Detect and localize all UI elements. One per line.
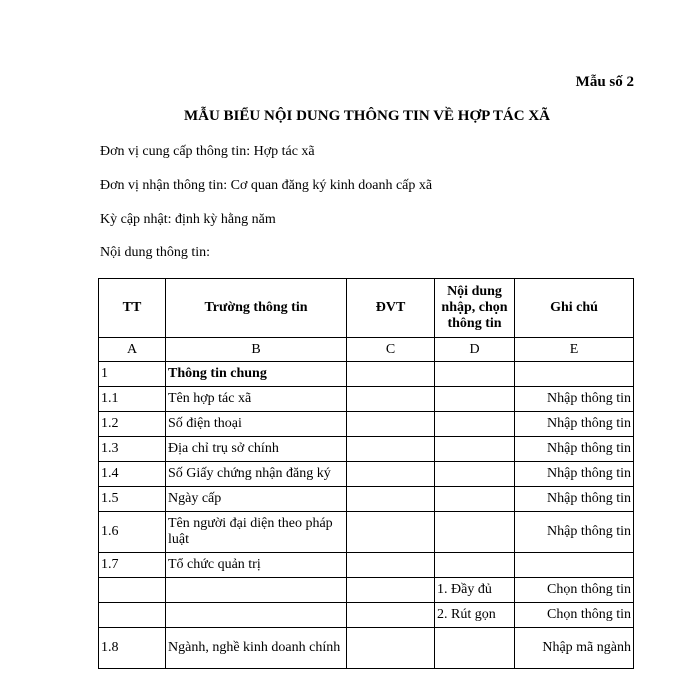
row-unit: [347, 412, 435, 437]
row-field: Số Giấy chứng nhận đăng ký: [166, 462, 347, 487]
header-note: Ghi chú: [515, 279, 634, 338]
row-tt: [99, 578, 166, 603]
row-field: Ngành, nghề kinh doanh chính: [166, 628, 347, 669]
row-unit: [347, 362, 435, 387]
header-input: Nội dung nhập, chọn thông tin: [435, 279, 515, 338]
row-input: [435, 412, 515, 437]
row-field: [166, 603, 347, 628]
letter-a: A: [99, 338, 166, 362]
letter-e: E: [515, 338, 634, 362]
table-row: [99, 628, 634, 669]
row-input: [435, 437, 515, 462]
row-field: Ngày cấp: [166, 487, 347, 512]
row-tt: 1.5: [99, 487, 166, 512]
row-note: Nhập thông tin: [515, 487, 634, 512]
header-field: Trường thông tin: [166, 279, 347, 338]
row-tt: 1.3: [99, 437, 166, 462]
period-line: Kỳ cập nhật: định kỳ hằng năm: [100, 212, 276, 227]
row-tt: 1.2: [99, 412, 166, 437]
row-unit: [347, 578, 435, 603]
row-note: Nhập thông tin: [515, 462, 634, 487]
row-input: [435, 487, 515, 512]
row-input: [435, 387, 515, 412]
row-input: 1. Đầy đủ: [435, 578, 515, 603]
row-field: Thông tin chung: [166, 362, 347, 387]
table-row: [99, 603, 634, 628]
row-note: Nhập thông tin: [515, 387, 634, 412]
row-field: Tổ chức quản trị: [166, 553, 347, 578]
row-input: [435, 628, 515, 669]
letter-c: C: [347, 338, 435, 362]
table-row: [99, 553, 634, 578]
receiver-line: Đơn vị nhận thông tin: Cơ quan đăng ký kinh doanh cấp xã: [100, 178, 433, 193]
row-tt: 1.7: [99, 553, 166, 578]
row-unit: [347, 462, 435, 487]
row-tt: 1.4: [99, 462, 166, 487]
table-row: [99, 437, 634, 462]
row-unit: [347, 387, 435, 412]
form-number: Mẫu số 2: [575, 74, 634, 90]
table-row: [99, 412, 634, 437]
row-tt: 1.1: [99, 387, 166, 412]
row-field: Địa chỉ trụ sở chính: [166, 437, 347, 462]
row-unit: [347, 628, 435, 669]
row-note: Nhập thông tin: [515, 437, 634, 462]
row-note: [515, 553, 634, 578]
header-row: [99, 279, 634, 338]
letter-d: D: [435, 338, 515, 362]
table-row: [99, 387, 634, 412]
row-input: [435, 512, 515, 553]
row-unit: [347, 437, 435, 462]
table-row: [99, 512, 634, 553]
row-field: Số điện thoại: [166, 412, 347, 437]
row-note: [515, 362, 634, 387]
document-title: MẪU BIỂU NỘI DUNG THÔNG TIN VỀ HỢP TÁC XÃ: [183, 108, 551, 124]
row-field: Tên hợp tác xã: [166, 387, 347, 412]
row-note: Chọn thông tin: [515, 603, 634, 628]
row-tt: [99, 603, 166, 628]
row-tt: 1: [99, 362, 166, 387]
row-unit: [347, 603, 435, 628]
row-tt: 1.6: [99, 512, 166, 553]
header-tt: TT: [99, 279, 166, 338]
letter-b: B: [166, 338, 347, 362]
row-field: [166, 578, 347, 603]
row-note: Nhập thông tin: [515, 512, 634, 553]
row-tt: 1.8: [99, 628, 166, 669]
table-row: [99, 487, 634, 512]
table-row: [99, 362, 634, 387]
row-unit: [347, 512, 435, 553]
information-table: [98, 278, 634, 669]
row-input: [435, 462, 515, 487]
row-input: [435, 553, 515, 578]
row-field: Tên người đại diện theo pháp luật: [166, 512, 347, 553]
row-unit: [347, 553, 435, 578]
content-label: Nội dung thông tin:: [100, 245, 211, 260]
row-input: 2. Rút gọn: [435, 603, 515, 628]
row-note: Nhập thông tin: [515, 412, 634, 437]
table-row: [99, 462, 634, 487]
header-unit: ĐVT: [347, 279, 435, 338]
row-input: [435, 362, 515, 387]
row-unit: [347, 487, 435, 512]
provider-line: Đơn vị cung cấp thông tin: Hợp tác xã: [100, 144, 315, 159]
letter-row: [99, 338, 634, 362]
row-note: Nhập mã ngành: [515, 628, 634, 669]
table-row: [99, 578, 634, 603]
row-note: Chọn thông tin: [515, 578, 634, 603]
